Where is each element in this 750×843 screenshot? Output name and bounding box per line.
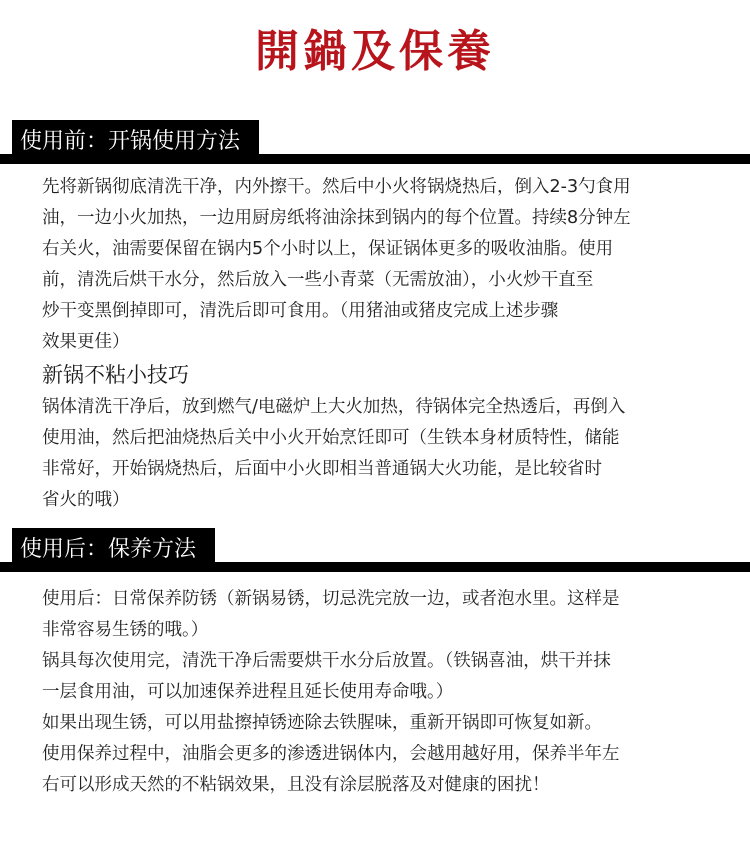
text-line: 使用后：日常保养防锈（新锅易锈，切忌洗完放一边，或者泡水里。这样是	[42, 589, 620, 609]
text-line: 效果更佳）	[42, 332, 130, 352]
section-header-after-use	[0, 528, 750, 572]
page-title: 開鍋及保養	[255, 26, 495, 77]
nonstick-tips-text	[42, 392, 732, 516]
text-line: 炒干变黑倒掉即可，清洗后即可食用。（用猪油或猪皮完成上述步骤	[42, 301, 559, 321]
text-line: 先将新锅彻底清洗干净，内外擦干。然后中小火将锅烧热后，倒入2-3勺食用	[42, 177, 631, 197]
text-line: 使用油，然后把油烧热后关中小火开始烹饪即可（生铁本身材质特性，储能	[42, 428, 620, 448]
seasoning-instructions	[42, 172, 732, 358]
text-line: 锅具每次使用完，清洗干净后需要烘干水分后放置。（铁锅喜油，烘干并抹	[42, 651, 611, 671]
text-line: 锅体清洗干净后，放到燃气/电磁炉上大火加热，待锅体完全热透后，再倒入	[42, 397, 626, 417]
nonstick-tips-heading: 新锅不粘小技巧	[42, 363, 189, 387]
text-line: 右关火，油需要保留在锅内5个小时以上，保证锅体更多的吸收油脂。使用	[42, 239, 614, 259]
section-heading: 使用前：开锅使用方法	[12, 120, 249, 164]
maintenance-instructions	[42, 584, 732, 801]
text-line: 右可以形成天然的不粘锅效果，且没有涂层脱落及对健康的困扰！	[42, 775, 550, 795]
text-line: 省火的哦）	[42, 490, 130, 510]
text-line: 如果出现生锈，可以用盐擦掉锈迹除去铁腥味，重新开锅即可恢复如新。	[42, 713, 602, 733]
text-line: 非常容易生锈的哦。）	[42, 620, 209, 640]
text-line: 油，一边小火加热，一边用厨房纸将油涂抹到锅内的每个位置。持续8分钟左	[42, 208, 631, 228]
text-line: 非常好，开始锅烧热后，后面中小火即相当普通锅大火功能，是比较省时	[42, 459, 602, 479]
text-line: 一层食用油，可以加速保养进程且延长使用寿命哦。）	[42, 682, 454, 702]
text-line: 前，清洗后烘干水分，然后放入一些小青菜（无需放油），小火炒干直至	[42, 270, 594, 290]
section-heading: 使用后：保养方法	[12, 528, 205, 572]
text-line: 使用保养过程中，油脂会更多的渗透进锅体内，会越用越好用，保养半年左	[42, 744, 620, 764]
section-header-before-use	[0, 120, 750, 164]
